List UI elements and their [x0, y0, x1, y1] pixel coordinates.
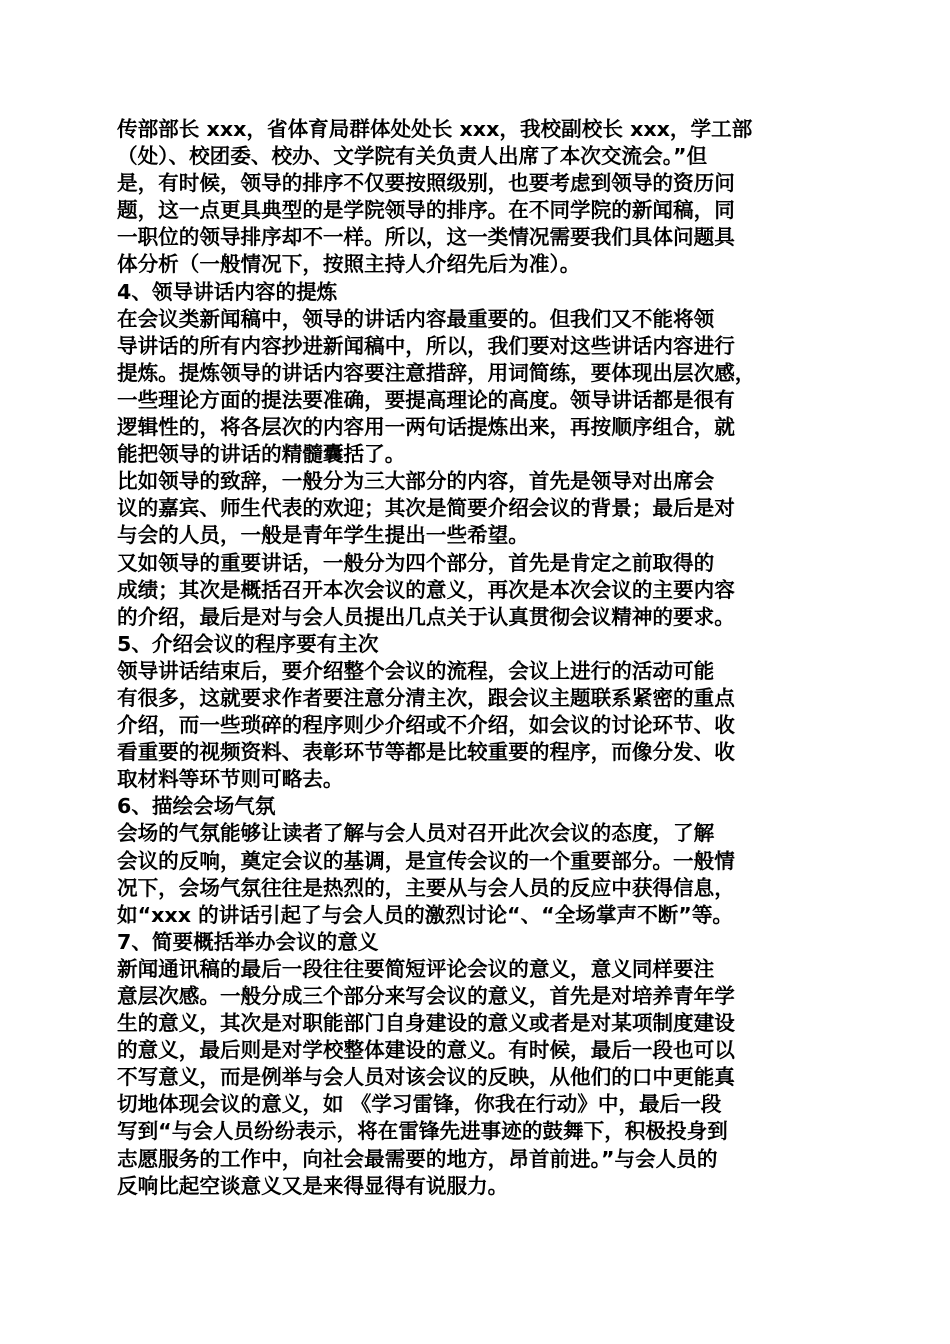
text-line: 题，这一点更具典型的是学院领导的排序。在不同学院的新闻稿，同	[117, 198, 735, 223]
text-line: 会议的反响，奠定会议的基调，是宣传会议的一个重要部分。一般情	[117, 848, 735, 873]
text-line: 看重要的视频资料、表彰环节等都是比较重要的程序，而像分发、收	[117, 740, 735, 765]
section-heading-7: 7、简要概括举办会议的意义	[117, 929, 379, 954]
text-line: 如“xxx 的讲话引起了与会人员的激烈讨论“、“全场掌声不断”等。	[117, 902, 733, 927]
text-line: 导讲话的所有内容抄进新闻稿中，所以，我们要对这些讲话内容进行	[117, 333, 735, 358]
document-body	[117, 116, 835, 1200]
text-line: 会场的气氛能够让读者了解与会人员对召开此次会议的态度，了解	[117, 821, 715, 846]
text-line: 的介绍，最后是对与会人员提出几点关于认真贯彻会议精神的要求。	[117, 604, 735, 629]
text-line: 是，有时候，领导的排序不仅要按照级别，也要考虑到领导的资历问	[117, 171, 735, 196]
text-line: 又如领导的重要讲话，一般分为四个部分，首先是肯定之前取得的	[117, 550, 715, 575]
text-line: （处）、校团委、校办、文学院有关负责人出席了本次交流会。”但	[117, 144, 708, 169]
text-line: 逻辑性的，将各层次的内容用一两句话提炼出来，再按顺序组合，就	[117, 415, 735, 440]
text-line: 的意义，最后则是对学校整体建设的意义。有时候，最后一段也可以	[117, 1038, 735, 1063]
text-line: 生的意义，其次是对职能部门自身建设的意义或者是对某项制度建设	[117, 1011, 735, 1036]
text-line: 切地体现会议的意义，如 《学习雷锋，你我在行动》中，最后一段	[117, 1092, 722, 1117]
text-line: 在会议类新闻稿中，领导的讲话内容最重要的。但我们又不能将领	[117, 306, 715, 331]
text-line: 况下，会场气氛往往是热烈的，主要从与会人员的反应中获得信息，	[117, 875, 735, 900]
text-line: 提炼。提炼领导的讲话内容要注意措辞，用词简练，要体现出层次感，	[117, 360, 756, 385]
section-heading-4: 4、领导讲话内容的提炼	[117, 279, 338, 304]
text-line: 介绍，而一些琐碎的程序则少介绍或不介绍，如会议的讨论环节、收	[117, 713, 735, 738]
text-line: 领导讲话结束后，要介绍整个会议的流程，会议上进行的活动可能	[117, 658, 715, 683]
text-line: 有很多，这就要求作者要注意分清主次，跟会议主题联系紧密的重点	[117, 685, 735, 710]
text-line: 比如领导的致辞，一般分为三大部分的内容，首先是领导对出席会	[117, 469, 715, 494]
text-line: 一些理论方面的提法要准确，要提高理论的高度。领导讲话都是很有	[117, 387, 735, 412]
section-heading-6: 6、描绘会场气氛	[117, 794, 276, 819]
text-line: 新闻通讯稿的最后一段往往要简短评论会议的意义，意义同样要注	[117, 956, 715, 981]
text-line: 传部部长 xxx，省体育局群体处处长 xxx，我校副校长 xxx，学工部	[117, 117, 753, 141]
text-line: 写到“与会人员纷纷表示，将在雷锋先进事迹的鼓舞下，积极投身到	[117, 1119, 728, 1144]
text-line: 意层次感。一般分成三个部分来写会议的意义，首先是对培养青年学	[117, 984, 735, 1008]
text-line: 一职位的领导排序却不一样。所以，这一类情况需要我们具体问题具	[117, 225, 735, 250]
text-line: 能把领导的讲话的精髓囊括了。	[117, 442, 406, 467]
text-line: 成绩；其次是概括召开本次会议的意义，再次是本次会议的主要内容	[117, 577, 735, 602]
section-heading-5: 5、介绍会议的程序要有主次	[117, 631, 379, 656]
text-line: 取材料等环节则可略去。	[117, 767, 344, 792]
text-line: 反响比起空谈意义又是来得显得有说服力。	[117, 1173, 509, 1198]
text-line: 体分析（一般情况下，按照主持人介绍先后为准）。	[117, 252, 581, 277]
text-line: 不写意义，而是例举与会人员对该会议的反映，从他们的口中更能真	[117, 1065, 735, 1090]
text-line: 议的嘉宾、师生代表的欢迎；其次是简要介绍会议的背景；最后是对	[117, 496, 735, 521]
text-line: 志愿服务的工作中，向社会最需要的地方，昂首前进。”与会人员的	[117, 1146, 718, 1171]
text-line: 与会的人员，一般是青年学生提出一些希望。	[117, 523, 529, 548]
